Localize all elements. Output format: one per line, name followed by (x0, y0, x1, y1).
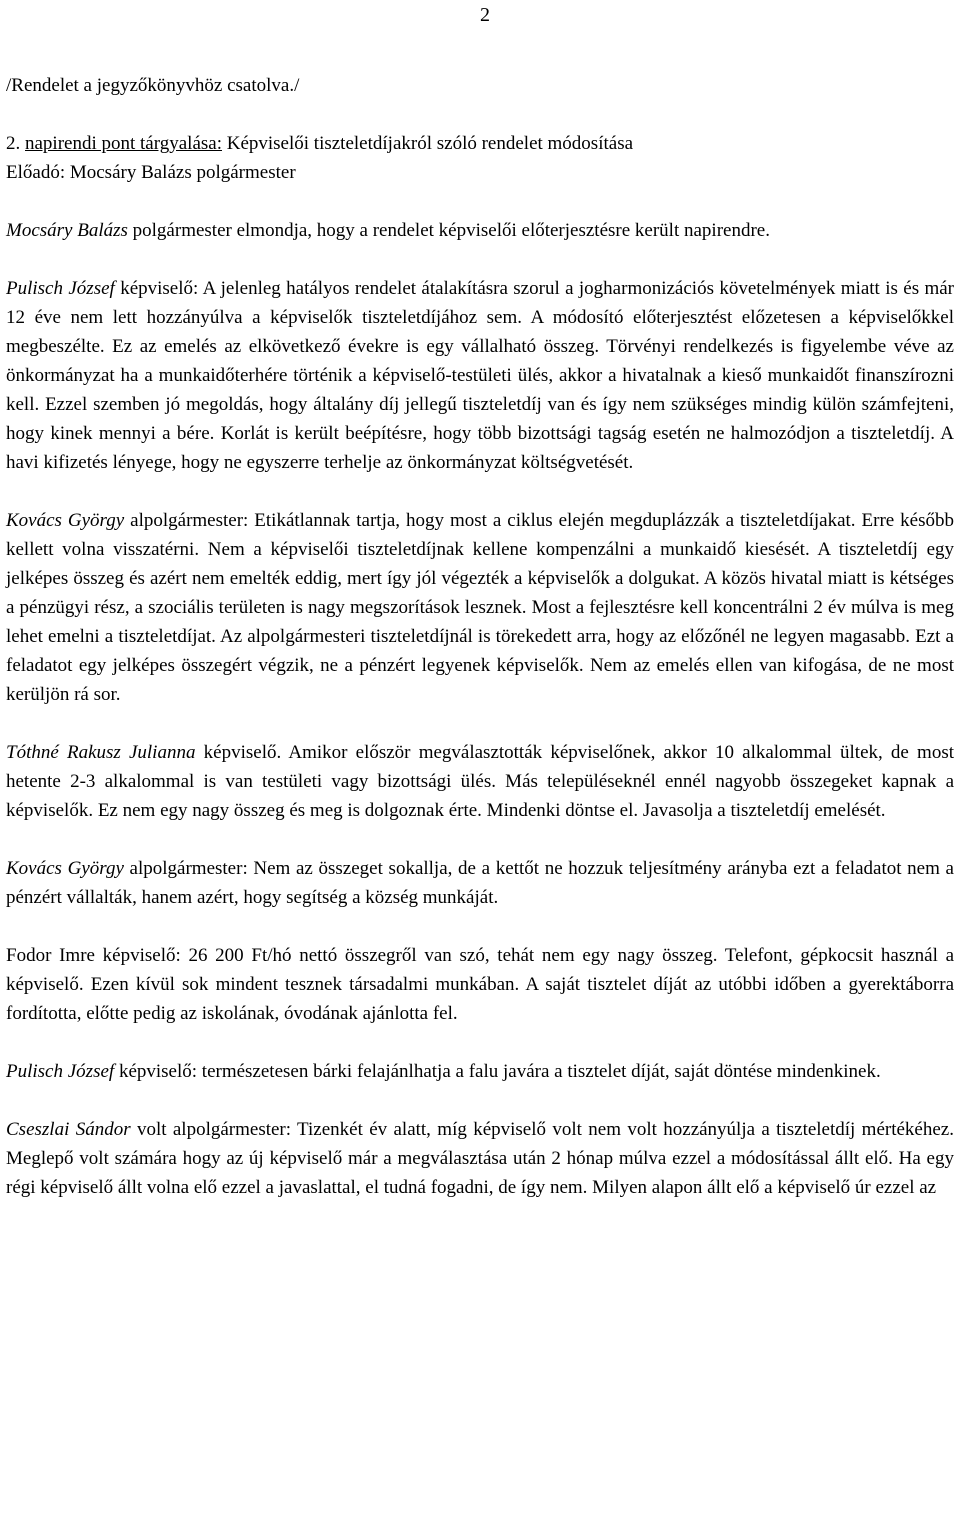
speaker-name: Cseszlai Sándor (6, 1119, 131, 1140)
paragraph-kovacs-2 (6, 854, 954, 912)
paragraph-kovacs-1 (6, 506, 954, 709)
speaker-name: Kovács György (6, 510, 125, 531)
page-number: 2 (480, 4, 490, 26)
paragraph-tothne (6, 738, 954, 825)
paragraph-text: képviselő: A jelenleg hatályos rendelet átalakításra szorul a jogharmonizációs követelmények miatt is és már 12 éve nem lett hozzányúlva a képviselők tiszteletdíjához sem. A módosító előterjesztést előzetesen a képviselőkkel megbeszélte. Ez az emelés az elkövetkező évekre is egy vállalható összeg. Törvényi rendelkezés is figyelembe véve az önkormányzat ha a munkaidőterhére történik a képviselő-testületi ülés, akkor a hivatalnak a kieső munkaidőt finanszírozni kell. Ezzel szemben jó megoldás, hogy általány díj jellegű tiszteletdíj van és így nem szükséges mindig külön számfejteni, hogy kinek mennyi a bére. Korlát is került beépítésre, hogy több bizottsági tagság esetén ne halmozódjon a tiszteletdíj. A havi kifizetés lényege, hogy ne egyszerre terhelje az önkormányzat költségvetését. (6, 278, 955, 473)
paragraph-csesziai (6, 1115, 954, 1202)
speaker-name: Mocsáry Balázs (6, 220, 128, 241)
speaker-name: Pulisch József (6, 1061, 115, 1082)
paragraph-pulisch-1 (6, 274, 954, 477)
attachment-note: /Rendelet a jegyzőkönyvhöz csatolva./ (6, 75, 300, 96)
speaker-name: Kovács György (6, 858, 124, 879)
agenda-title: Képviselői tiszteletdíjakról szóló rendelet módosítása (226, 133, 634, 154)
paragraph-text: képviselő: természetesen bárki felajánlhatja a falu javára a tisztelet díját, saját döntése mindenkinek. (118, 1061, 881, 1082)
paragraph-text: képviselő. Amikor először megválasztották képviselőnek, akkor 10 alkalommal ültek, de most hetente 2-3 alkalommal is van testületi vagy bizottsági ülés. Más településeknél ennél nagyobb összegeket kapnak a képviselők. Ez nem egy nagy összeg és meg is dolgoznak érte. Mindenki döntse el. Javasolja a tiszteletdíj emelését. (6, 742, 954, 821)
document-body (6, 71, 954, 1202)
agenda-label: napirendi pont tárgyalása: (25, 133, 222, 154)
paragraph-text: volt alpolgármester: Tizenkét év alatt, míg képviselő volt nem volt hozzányúlja a tiszteletdíj mértékéhez. Meglepő volt számára hogy az új képviselő már a megválasztása után 2 hónap múlva ezzel a módosítással állt elő. Ha egy régi képviselő állt volna elő ezzel a javaslattal, el tudná fogadni, de így nem. Milyen alapon állt elő a képviselő úr ezzel az (6, 1119, 954, 1198)
agenda-heading (6, 129, 954, 158)
agenda-number: 2. (6, 133, 21, 154)
paragraph-text: alpolgármester: Etikátlannak tartja, hogy most a ciklus elején megduplázzák a tiszteletdíjakat. Erre később kellett volna visszatérni. Nem a képviselői tiszteletdíjnak kellene kompenzálni a munkaidő kiesését. A tiszteletdíj egy jelképes összeg és azért nem emelték eddig, mert így jól végezték a képviselők a dolgukat. A közös hivatal miatt is kétséges a pénzügyi rész, a szociális területen is nagy megszorítások lesznek. Most a fejlesztésre kell koncentrálni 2 év múlva is meg lehet emelni a tiszteletdíjat. Az alpolgármesteri tiszteletdíjnál is törekedett arra, hogy az előzőnél ne legyen magasabb. Ezt a feladatot egy jelképes összegért végzik, ne a pénzért legyenek képviselők. Nem az emelés ellen van kifogása, de ne most kerüljön rá sor. (6, 510, 954, 705)
speaker-name: Tóthné Rakusz Julianna (6, 742, 196, 763)
paragraph-fodor (6, 941, 954, 1028)
speaker-name: Pulisch József (6, 278, 115, 299)
agenda-presenter: Előadó: Mocsáry Balázs polgármester (6, 162, 296, 183)
paragraph-text: alpolgármester: Nem az összeget sokallja, de a kettőt ne hozzuk teljesítmény arányba ezt a feladatot nem a pénzért vállalták, hanem azért, hogy segítség a község munkáját. (6, 858, 954, 908)
paragraph-text: Fodor Imre képviselő: 26 200 Ft/hó nettó összegről van szó, tehát nem egy nagy összeg. Telefont, gépkocsit használ a képviselő. Ezen kívül sok mindent tesznek társadalmi munkában. A saját tisztelet díját az utóbbi időben a gyerektáborra fordította, előtte pedig az iskolának, óvodának ajánlotta fel. (6, 945, 954, 1024)
paragraph-pulisch-2 (6, 1057, 954, 1086)
paragraph-mocsary (6, 216, 954, 245)
paragraph-text: polgármester elmondja, hogy a rendelet képviselői előterjesztésre került napirendre. (132, 220, 770, 241)
